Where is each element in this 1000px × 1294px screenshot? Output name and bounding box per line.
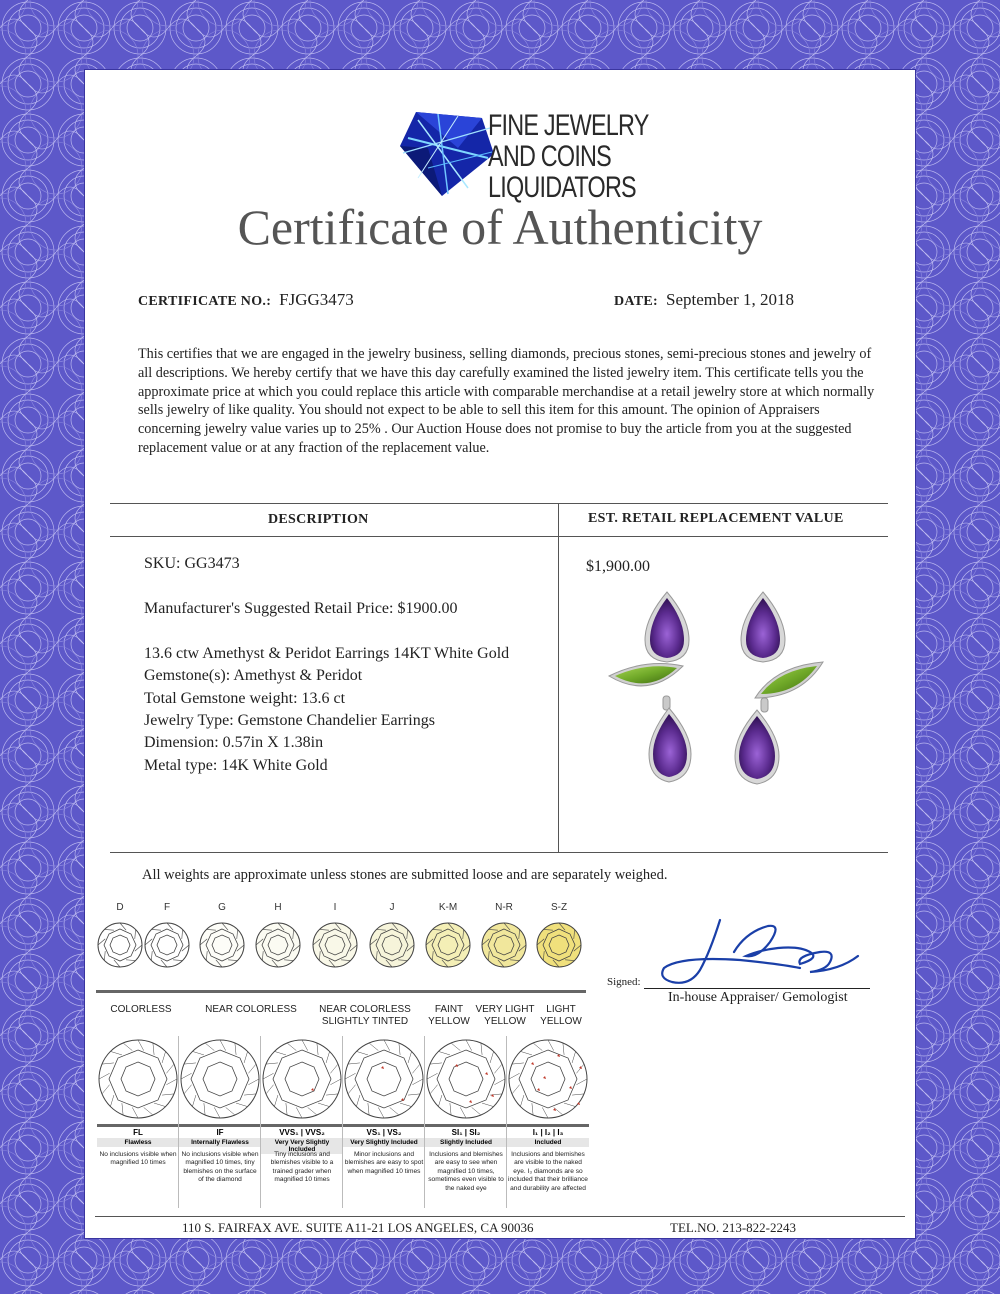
company-logo-text bbox=[488, 110, 649, 203]
clarity-name: Very Slightly Included bbox=[343, 1138, 425, 1147]
label-light-line-2: YELLOW bbox=[540, 1016, 582, 1027]
clarity-divider bbox=[425, 1124, 507, 1127]
clarity-description: No inclusions visible when magnified 10 times bbox=[99, 1151, 177, 1167]
color-grade-letter: G bbox=[218, 902, 226, 913]
intro-paragraph: This certifies that we are engaged in the jewelry business, selling diamonds, precious stones, semi-precious stones and jewelry of all descriptions. We hereby certify that we have this day carefully examined the listed jewelry item. This certificate tells you the approximate price at which you could replace this article with comparable merchandise at a retail jewelry store at which normally sells jewelry of like quality. You should not expect to be able to sell this item for this amount. The opinion of Appraisers concerning jewelry value varies up to 25% . Our Auction House does not promise to buy the article from you at the suggested replacement value or at any fraction of the replacement value. bbox=[138, 346, 875, 456]
clarity-description: Minor inclusions and blemishes are easy to spot when magnified 10 times bbox=[344, 1151, 424, 1175]
diamond-color-icon bbox=[198, 921, 246, 969]
certificate-number-label: CERTIFICATE NO.: bbox=[138, 294, 272, 309]
date-label: DATE: bbox=[614, 294, 659, 309]
detail-6: Metal type: 14K White Gold bbox=[144, 757, 328, 774]
clarity-code: FL bbox=[133, 1128, 143, 1137]
color-grade-letter: I bbox=[333, 902, 337, 913]
logo-line-1: FINE JEWELRY bbox=[488, 109, 649, 142]
label-faint-line-2: YELLOW bbox=[428, 1016, 470, 1027]
left-earring-icon bbox=[609, 592, 691, 782]
diamond-color-icon bbox=[368, 921, 416, 969]
label-faint-line-1: FAINT bbox=[434, 1004, 464, 1015]
page-title: Certificate of Authenticity bbox=[237, 199, 763, 255]
clarity-code: VS₁ | VS₂ bbox=[366, 1128, 402, 1137]
detail-5: Dimension: 0.57in X 1.38in bbox=[144, 734, 324, 751]
description-header: DESCRIPTION bbox=[268, 512, 369, 527]
color-grade-letter: S-Z bbox=[550, 902, 568, 913]
clarity-diamond-icon bbox=[97, 1038, 179, 1120]
date-value: September 1, 2018 bbox=[666, 290, 794, 309]
label-near-tinted-line-2: SLIGHTLY TINTED bbox=[321, 1016, 409, 1027]
logo-line-3: LIQUIDATORS bbox=[488, 171, 636, 204]
detail-3: Total Gemstone weight: 13.6 ct bbox=[144, 690, 346, 707]
sku: SKU: GG3473 bbox=[144, 555, 240, 572]
diamond-color-icon bbox=[96, 921, 144, 969]
label-very-light-yellow bbox=[474, 1004, 536, 1028]
label-near-tinted-line-1: NEAR COLORLESS bbox=[319, 1004, 411, 1015]
clarity-name: Flawless bbox=[97, 1138, 179, 1147]
certificate-number-value: FJGG3473 bbox=[279, 290, 354, 309]
clarity-diamond-icon bbox=[425, 1038, 507, 1120]
clarity-description: Tiny inclusions and blemishes visible to a trained grader when magnified 10 times bbox=[270, 1151, 334, 1184]
clarity-code: IF bbox=[216, 1128, 224, 1137]
table-column-divider bbox=[558, 503, 559, 852]
earrings-image bbox=[605, 588, 837, 788]
diamond-color-icon bbox=[480, 921, 528, 969]
clarity-code: I₁ | I₂ | I₃ bbox=[532, 1128, 564, 1137]
color-grade-letter: F bbox=[163, 902, 171, 913]
table-top-rule bbox=[110, 503, 888, 504]
clarity-description: Inclusions and blemishes are easy to see when magnified 10 times, sometimes even visible to the naked eye bbox=[428, 1151, 504, 1192]
clarity-divider bbox=[261, 1124, 343, 1127]
msrp: Manufacturer's Suggested Retail Price: $1900.00 bbox=[144, 600, 458, 617]
clarity-name: Slightly Included bbox=[425, 1138, 507, 1147]
label-very-light-line-2: YELLOW bbox=[484, 1016, 526, 1027]
footer-rule bbox=[95, 1216, 905, 1217]
company-logo-icon bbox=[398, 108, 498, 198]
table-bottom-rule bbox=[110, 852, 888, 853]
table-header-rule bbox=[110, 536, 888, 537]
signed-label: Signed: bbox=[607, 976, 641, 988]
clarity-diamond-icon bbox=[343, 1038, 425, 1120]
appraiser-title: In-house Appraiser/ Gemologist bbox=[668, 990, 848, 1005]
clarity-diamond-icon bbox=[179, 1038, 261, 1120]
diamond-color-icon bbox=[254, 921, 302, 969]
signature-image bbox=[650, 912, 870, 992]
diamond-color-icon bbox=[424, 921, 472, 969]
label-near-colorless: NEAR COLORLESS bbox=[205, 1004, 297, 1015]
clarity-name: Internally Flawless bbox=[179, 1138, 261, 1147]
diamond-color-icon bbox=[311, 921, 359, 969]
clarity-code: VVS₁ | VVS₂ bbox=[279, 1128, 325, 1137]
clarity-description: Inclusions and blemishes are visible to the naked eye. I₃ diamonds are so included that their brilliance and durability are affected bbox=[508, 1151, 588, 1192]
right-earring-icon bbox=[735, 592, 823, 784]
clarity-column-divider bbox=[424, 1036, 425, 1208]
logo-line-2: AND COINS bbox=[488, 140, 611, 173]
clarity-column-divider bbox=[342, 1036, 343, 1208]
clarity-divider bbox=[97, 1124, 179, 1127]
color-grade-letter: N-R bbox=[495, 902, 513, 913]
label-near-colorless-tinted bbox=[312, 1004, 418, 1028]
footer-address: 110 S. FAIRFAX AVE. SUITE A11-21 LOS ANGELES, CA 90036 bbox=[182, 1220, 534, 1235]
replacement-value: $1,900.00 bbox=[586, 558, 650, 575]
diamond-color-icon bbox=[535, 921, 583, 969]
label-light-yellow bbox=[536, 1004, 586, 1028]
color-grade-letter: D bbox=[116, 902, 124, 913]
label-colorless: COLORLESS bbox=[110, 1004, 172, 1015]
diamond-color-icon bbox=[143, 921, 191, 969]
clarity-divider bbox=[507, 1124, 589, 1127]
certificate-date bbox=[614, 290, 794, 310]
clarity-code: SI₁ | SI₂ bbox=[451, 1128, 481, 1137]
color-scale-divider bbox=[96, 990, 586, 993]
color-grade-letter: H bbox=[274, 902, 282, 913]
color-grade-letter: K-M bbox=[438, 902, 458, 913]
clarity-column-divider bbox=[178, 1036, 179, 1208]
weights-note: All weights are approximate unless stones are submitted loose and are separately weighed. bbox=[142, 867, 668, 883]
clarity-divider bbox=[343, 1124, 425, 1127]
clarity-diamond-icon bbox=[261, 1038, 343, 1120]
color-grade-letter: J bbox=[389, 902, 395, 913]
clarity-name: Included bbox=[507, 1138, 589, 1147]
footer-phone: TEL.NO. 213-822-2243 bbox=[670, 1220, 797, 1235]
detail-2: Gemstone(s): Amethyst & Peridot bbox=[144, 667, 363, 684]
clarity-name: Very Very Slightly Included bbox=[261, 1138, 343, 1154]
detail-1: 13.6 ctw Amethyst & Peridot Earrings 14KT White Gold bbox=[144, 645, 510, 662]
clarity-diamond-icon bbox=[507, 1038, 589, 1120]
detail-4: Jewelry Type: Gemstone Chandelier Earrings bbox=[144, 712, 435, 729]
certificate-number bbox=[138, 290, 354, 310]
clarity-column-divider bbox=[260, 1036, 261, 1208]
label-very-light-line-1: VERY LIGHT bbox=[475, 1004, 535, 1015]
label-faint-yellow bbox=[424, 1004, 474, 1028]
clarity-divider bbox=[179, 1124, 261, 1127]
clarity-description: No inclusions visible when magnified 10 times, tiny blemishes on the surface of the diamond bbox=[181, 1151, 259, 1184]
clarity-column-divider bbox=[506, 1036, 507, 1208]
value-header: EST. RETAIL REPLACEMENT VALUE bbox=[588, 511, 844, 526]
label-light-line-1: LIGHT bbox=[546, 1004, 576, 1015]
